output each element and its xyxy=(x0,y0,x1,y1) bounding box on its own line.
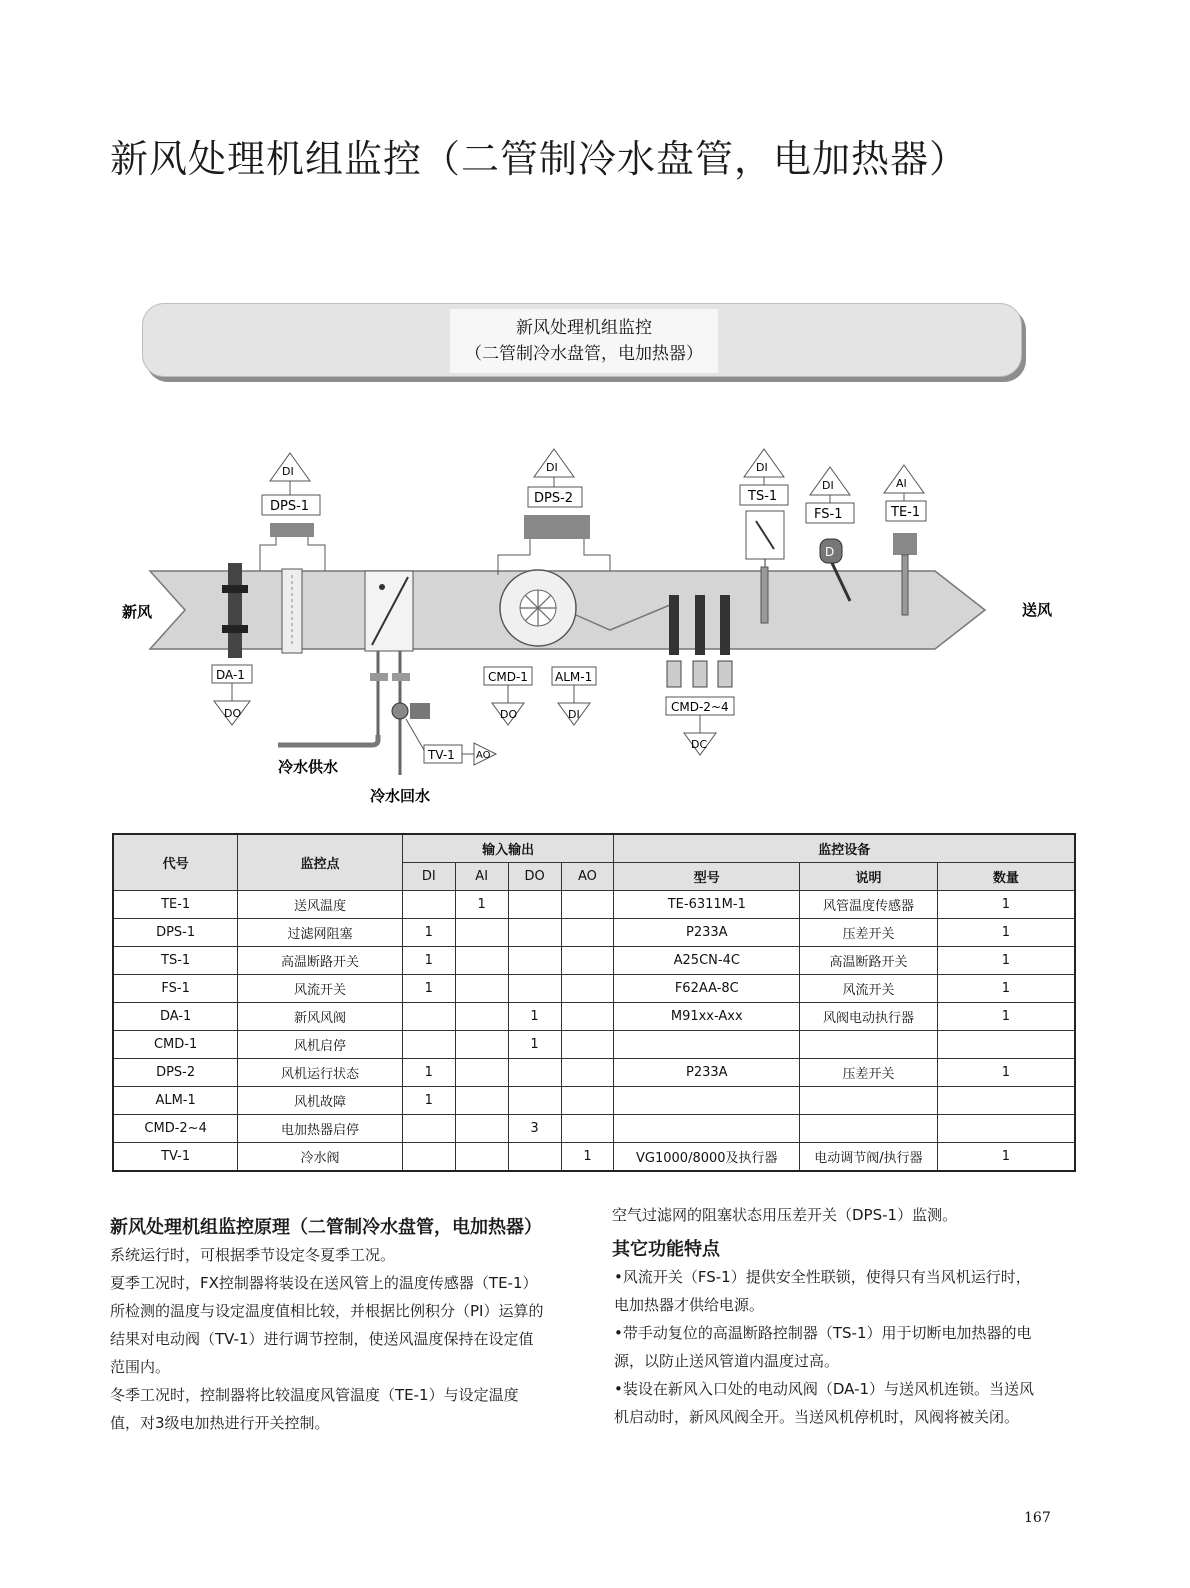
cell xyxy=(800,1115,938,1143)
cell: 1 xyxy=(937,1003,1075,1031)
cell xyxy=(614,1087,800,1115)
cell xyxy=(561,1031,614,1059)
cell: 1 xyxy=(937,919,1075,947)
dps2-di-tag: DI xyxy=(546,461,558,474)
cell: 风机故障 xyxy=(238,1087,403,1115)
feature-line: 源，以防止送风管道内温度过高。 xyxy=(614,1352,840,1370)
cell: 电动调节阀/执行器 xyxy=(800,1143,938,1172)
cell: 送风温度 xyxy=(238,891,403,919)
da1-label: DA-1 xyxy=(216,668,245,682)
principle-section xyxy=(110,1213,590,1437)
page-number: 167 xyxy=(1024,1510,1051,1526)
cell: 风机运行状态 xyxy=(238,1059,403,1087)
da1-do-tag: DO xyxy=(224,707,242,720)
principle-line: 冬季工况时，控制器将比较温度风管温度（TE-1）与设定温度 xyxy=(110,1386,519,1404)
tv1-label: TV-1 xyxy=(428,748,455,762)
feature-line: 电加热器才供给电源。 xyxy=(614,1296,765,1314)
cell: P233A xyxy=(614,1059,800,1087)
principle-line: 结果对电动阀（TV-1）进行调节控制，使送风温度保持在设定值 xyxy=(110,1330,534,1348)
table-row xyxy=(113,919,1075,947)
cell xyxy=(937,1031,1075,1059)
cmd24-label: CMD-2~4 xyxy=(671,700,729,714)
cmd1-do-tag: DO xyxy=(500,708,518,721)
fs1-di-tag: DI xyxy=(822,479,834,492)
principle-heading: 新风处理机组监控原理（二管制冷水盘管，电加热器） xyxy=(110,1217,542,1238)
principle-line: 所检测的温度与设定温度值相比较，并根据比例积分（PI）运算的 xyxy=(110,1302,544,1320)
ts1-label: TS-1 xyxy=(748,489,778,504)
cell xyxy=(508,1087,561,1115)
cell: TS-1 xyxy=(113,947,238,975)
cell: 1 xyxy=(561,1143,614,1172)
cell: M91xx-Axx xyxy=(614,1003,800,1031)
cell xyxy=(455,1087,508,1115)
table-row xyxy=(113,1143,1075,1172)
cell: TV-1 xyxy=(113,1143,238,1172)
cell xyxy=(402,1143,455,1172)
cell: 电加热器启停 xyxy=(238,1115,403,1143)
cell: 1 xyxy=(937,975,1075,1003)
header-ao: AO xyxy=(561,863,614,891)
feature-item xyxy=(612,1319,1082,1375)
table-row xyxy=(113,1031,1075,1059)
cell xyxy=(402,1115,455,1143)
header-do: DO xyxy=(508,863,561,891)
cell: 1 xyxy=(455,891,508,919)
outlet-label: 送风 xyxy=(1022,601,1053,619)
ts1-di-tag: DI xyxy=(756,461,768,474)
cell xyxy=(455,1115,508,1143)
table-row xyxy=(113,1059,1075,1087)
cell: 1 xyxy=(402,919,455,947)
page-title: 新风处理机组监控（二管制冷水盘管，电加热器） xyxy=(110,137,969,181)
cell xyxy=(455,919,508,947)
cell: FS-1 xyxy=(113,975,238,1003)
cmd24-dc-tag: DC xyxy=(691,738,708,751)
cell xyxy=(508,919,561,947)
cell: 冷水阀 xyxy=(238,1143,403,1172)
features-section xyxy=(612,1201,1082,1431)
cell: 1 xyxy=(402,1087,455,1115)
cell xyxy=(455,1143,508,1172)
dps1-di-tag: DI xyxy=(282,465,294,478)
cell xyxy=(561,947,614,975)
cell: TE-1 xyxy=(113,891,238,919)
cell: 1 xyxy=(508,1003,561,1031)
chilled-water-valve-icon xyxy=(392,703,408,719)
header-device: 监控设备 xyxy=(614,834,1075,863)
cell xyxy=(402,1031,455,1059)
dps1-switch xyxy=(270,523,314,537)
cell xyxy=(561,891,614,919)
cell: 过滤网阻塞 xyxy=(238,919,403,947)
feature-item xyxy=(612,1375,1082,1431)
table-row xyxy=(113,975,1075,1003)
header-io: 输入输出 xyxy=(402,834,614,863)
header-di: DI xyxy=(402,863,455,891)
cell xyxy=(937,1115,1075,1143)
header-model: 型号 xyxy=(614,863,800,891)
cell: 1 xyxy=(937,1059,1075,1087)
chw-supply-label: 冷水供水 xyxy=(278,758,339,776)
cell xyxy=(508,891,561,919)
tv1-ao-tag: AO xyxy=(476,750,491,761)
cell xyxy=(561,1087,614,1115)
ahu-schematic xyxy=(110,445,1080,825)
feature-line: 机启动时，新风风阀全开。当送风机停机时，风阀将被关闭。 xyxy=(614,1408,1020,1426)
te1-label: TE-1 xyxy=(891,505,921,520)
header-desc: 说明 xyxy=(800,863,938,891)
cell: 高温断路开关 xyxy=(238,947,403,975)
monitoring-table xyxy=(112,833,1076,1172)
cell: DPS-1 xyxy=(113,919,238,947)
cell: CMD-2~4 xyxy=(113,1115,238,1143)
header-ai: AI xyxy=(455,863,508,891)
cell: CMD-1 xyxy=(113,1031,238,1059)
feature-line: •风流开关（FS-1）提供安全性联锁，使得只有当风机运行时， xyxy=(614,1268,1031,1286)
inlet-label: 新风 xyxy=(122,603,153,621)
cell: A25CN-4C xyxy=(614,947,800,975)
banner-title xyxy=(450,309,718,373)
dps2-label: DPS-2 xyxy=(534,491,574,506)
electric-heaters xyxy=(667,595,732,687)
cell: 1 xyxy=(402,947,455,975)
cell xyxy=(508,1143,561,1172)
cell: 风流开关 xyxy=(800,975,938,1003)
cell: 风流开关 xyxy=(238,975,403,1003)
principle-line: 系统运行时，可根据季节设定冬夏季工况。 xyxy=(110,1246,396,1264)
cell xyxy=(561,919,614,947)
alm1-label: ALM-1 xyxy=(555,670,593,684)
principle-line: 值，对3级电加热进行开关控制。 xyxy=(110,1414,330,1432)
cell xyxy=(455,1003,508,1031)
chw-return-label: 冷水回水 xyxy=(370,787,431,805)
cell: 3 xyxy=(508,1115,561,1143)
cell: 风管温度传感器 xyxy=(800,891,938,919)
header-code: 代号 xyxy=(113,834,238,891)
header-qty: 数量 xyxy=(937,863,1075,891)
alm1-di-tag: DI xyxy=(568,708,580,721)
cell xyxy=(561,1003,614,1031)
te1-sensor xyxy=(893,533,917,555)
cell: TE-6311M-1 xyxy=(614,891,800,919)
feature-line: •带手动复位的高温断路控制器（TS-1）用于切断电加热器的电 xyxy=(614,1324,1032,1342)
damper xyxy=(228,563,242,658)
cell xyxy=(508,975,561,1003)
cell xyxy=(561,1115,614,1143)
cell: DA-1 xyxy=(113,1003,238,1031)
cell: 新风风阀 xyxy=(238,1003,403,1031)
cell: 压差开关 xyxy=(800,919,938,947)
fs1-label: FS-1 xyxy=(814,507,843,522)
cell xyxy=(455,1059,508,1087)
cell: 1 xyxy=(402,1059,455,1087)
feature-item xyxy=(612,1263,1082,1319)
feature-line: •装设在新风入口处的电动风阀（DA-1）与送风机连锁。当送风 xyxy=(614,1380,1035,1398)
dps2-switch xyxy=(524,515,590,539)
table-row xyxy=(113,947,1075,975)
cell xyxy=(561,975,614,1003)
principle-line: 范围内。 xyxy=(110,1358,171,1376)
fs1-symbol: D xyxy=(825,545,835,559)
dps1-label: DPS-1 xyxy=(270,499,310,514)
table-row xyxy=(113,891,1075,919)
cmd1-label: CMD-1 xyxy=(488,670,528,684)
cell xyxy=(455,975,508,1003)
cell xyxy=(402,891,455,919)
cell: 风阀电动执行器 xyxy=(800,1003,938,1031)
cell: 高温断路开关 xyxy=(800,947,938,975)
cell: 1 xyxy=(937,1143,1075,1172)
cell xyxy=(402,1003,455,1031)
cell xyxy=(614,1031,800,1059)
cell xyxy=(455,947,508,975)
cell xyxy=(455,1031,508,1059)
cell xyxy=(800,1087,938,1115)
cell: 1 xyxy=(508,1031,561,1059)
features-heading: 其它功能特点 xyxy=(612,1239,720,1260)
cell: 1 xyxy=(937,947,1075,975)
table-row xyxy=(113,1003,1075,1031)
cell: 1 xyxy=(937,891,1075,919)
banner-line1: 新风处理机组监控 xyxy=(516,318,652,338)
cell xyxy=(508,1059,561,1087)
cell: DPS-2 xyxy=(113,1059,238,1087)
cell: ALM-1 xyxy=(113,1087,238,1115)
cell xyxy=(614,1115,800,1143)
cell xyxy=(561,1059,614,1087)
header-point: 监控点 xyxy=(238,834,403,891)
cell: F62AA-8C xyxy=(614,975,800,1003)
table-row xyxy=(113,1115,1075,1143)
cell xyxy=(937,1087,1075,1115)
cell: 风机启停 xyxy=(238,1031,403,1059)
cell: 压差开关 xyxy=(800,1059,938,1087)
cell: P233A xyxy=(614,919,800,947)
te1-ai-tag: AI xyxy=(896,477,907,490)
cell: VG1000/8000及执行器 xyxy=(614,1143,800,1172)
cell: 1 xyxy=(402,975,455,1003)
cell xyxy=(508,947,561,975)
banner-line2: （二管制冷水盘管，电加热器） xyxy=(465,344,703,364)
filter-note: 空气过滤网的阻塞状态用压差开关（DPS-1）监测。 xyxy=(612,1206,958,1224)
principle-line: 夏季工况时，FX控制器将装设在送风管上的温度传感器（TE-1） xyxy=(110,1274,538,1292)
table-row xyxy=(113,1087,1075,1115)
cell xyxy=(800,1031,938,1059)
